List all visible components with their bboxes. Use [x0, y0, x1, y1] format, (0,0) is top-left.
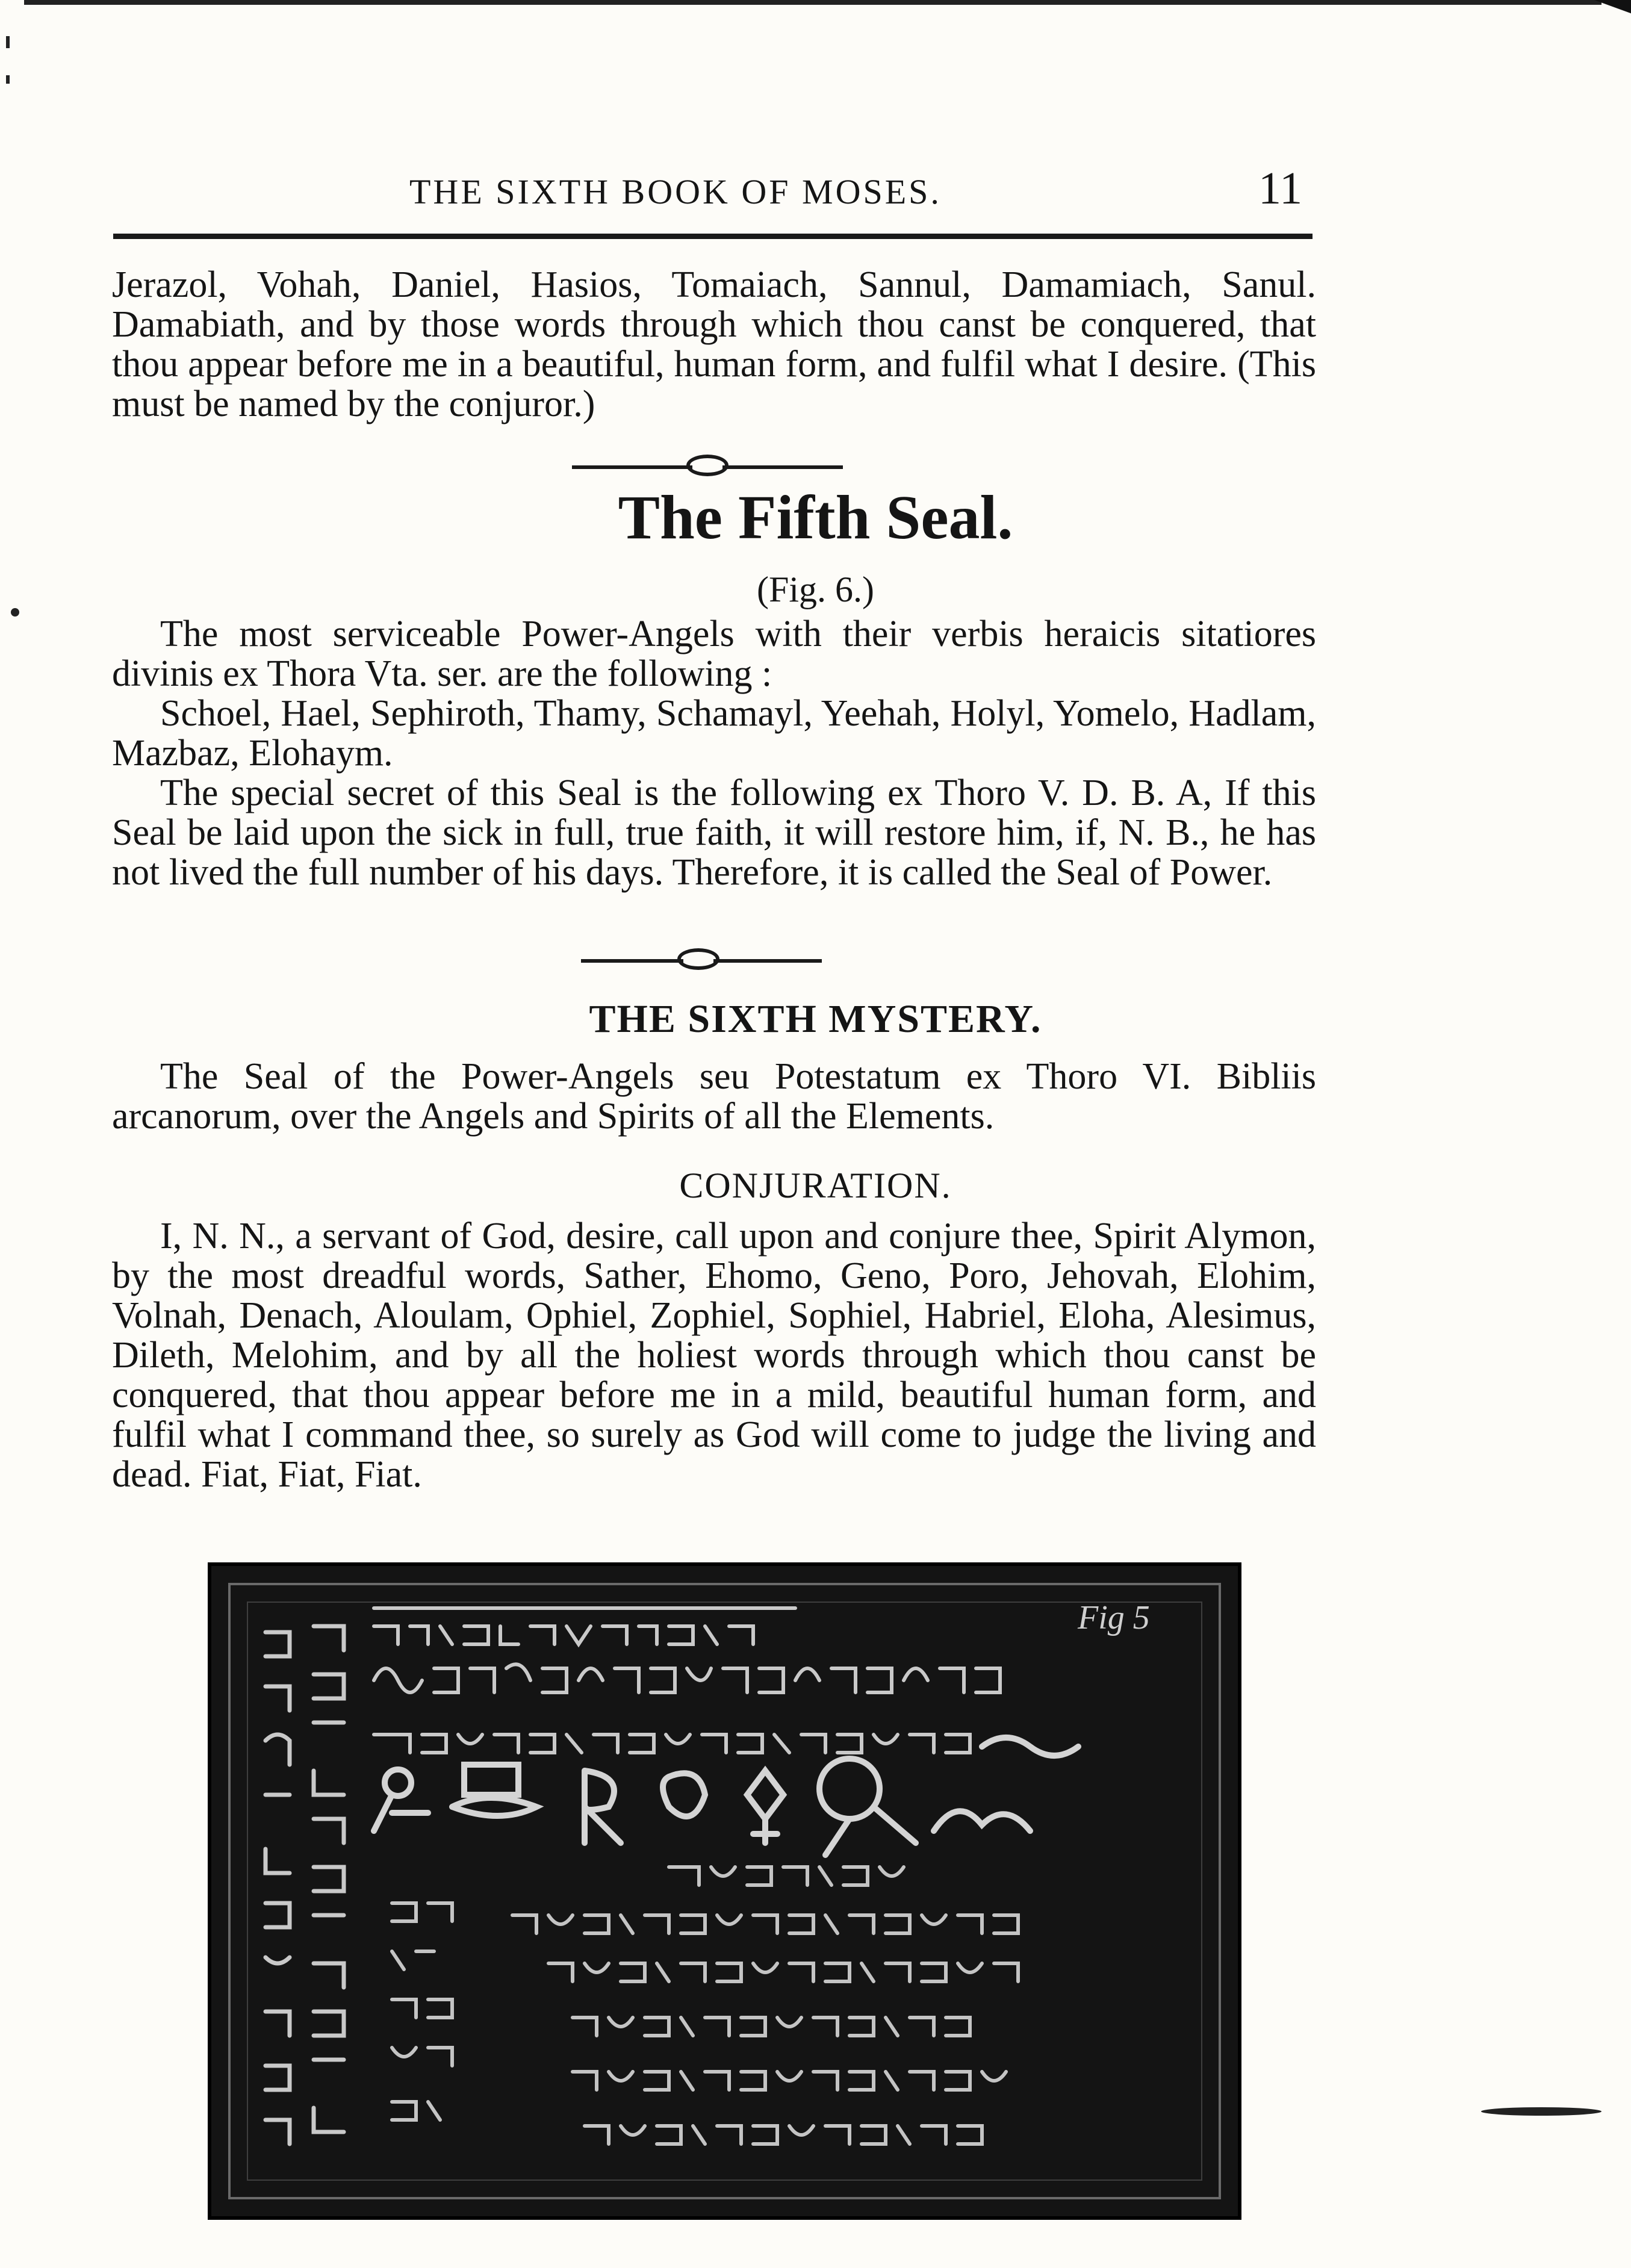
scan-edge-line [24, 0, 1601, 5]
conjuration-block [112, 1216, 1316, 1494]
ornament-divider [572, 455, 843, 479]
sixth-mystery-intro-block [112, 1057, 1316, 1136]
scan-corner-shadow [1577, 0, 1631, 24]
conjuration-text: I, N. N., a servant of God, desire, call upon and conjure thee, Spirit Alymon, by the most dreadful words, Sather, Ehomo, Geno, Poro, Jehovah, Elohim, Volnah, Denach, Aloulam, Ophiel, Zophiel, Sophiel, Habriel, Eloha, Alesimus, Dileth, Melohim, and by all the holiest words through which thou canst be conquered, that thou appear before me in a mild, beautiful human form, and fulfil what I command thee, so surely as God will come to judge the living and dead. Fiat, Fiat, Fiat. [112, 1216, 1316, 1495]
seal-figure-image [208, 1562, 1241, 2220]
fifth-seal-angel-names: Schoel, Hael, Sephiroth, Thamy, Schamayl, Yeehah, Holyl, Yomelo, Hadlam, Mazbaz, Elohaym. [112, 693, 1316, 774]
conjuration-heading: CONJURATION. [679, 1166, 952, 1205]
fifth-seal-title: The Fifth Seal. [618, 483, 1013, 552]
seal-illustration [211, 1566, 1238, 2216]
margin-ink-stroke [1481, 2107, 1601, 2116]
scan-speck [6, 75, 10, 84]
fifth-seal-fig-ref: (Fig. 6.) [757, 570, 874, 609]
figure-label: Fig 5 [1078, 1599, 1150, 1636]
opening-paragraph-block [112, 265, 1316, 424]
scan-speck [6, 36, 10, 48]
fifth-seal-paragraph: The special secret of this Seal is the following ex Thoro V. D. B. A, If this Seal be laid upon the sick in full, true faith, it will restore him, if, N. B., he has not lived the full number of his days. Therefore, it is called the Seal of Power. [112, 772, 1316, 893]
sixth-mystery-title: THE SIXTH MYSTERY. [589, 997, 1042, 1041]
running-head-title: THE SIXTH BOOK OF MOSES. [409, 172, 942, 211]
header-rule [113, 234, 1313, 239]
sixth-mystery-intro: The Seal of the Power-Angels seu Potestatum ex Thoro VI. Bibliis arcanorum, over the Angels and Spirits of all the Elements. [112, 1056, 1316, 1137]
fifth-seal-paragraph: The most serviceable Power-Angels with their verbis heraicis sitatiores divinis ex Thora Vta. ser. are the following : [112, 614, 1316, 694]
fifth-seal-body [112, 614, 1316, 892]
opening-paragraph: Jerazol, Vohah, Daniel, Hasios, Tomaiach, Sannul, Damamiach, Sanul. Damabiath, and by those words through which thou canst be conquered, that thou appear before me in a beautiful, human form, and fulfil what I desire. (This must be named by the conjuror.) [112, 264, 1316, 424]
page-number: 11 [1258, 163, 1303, 214]
ornament-divider [581, 948, 822, 972]
